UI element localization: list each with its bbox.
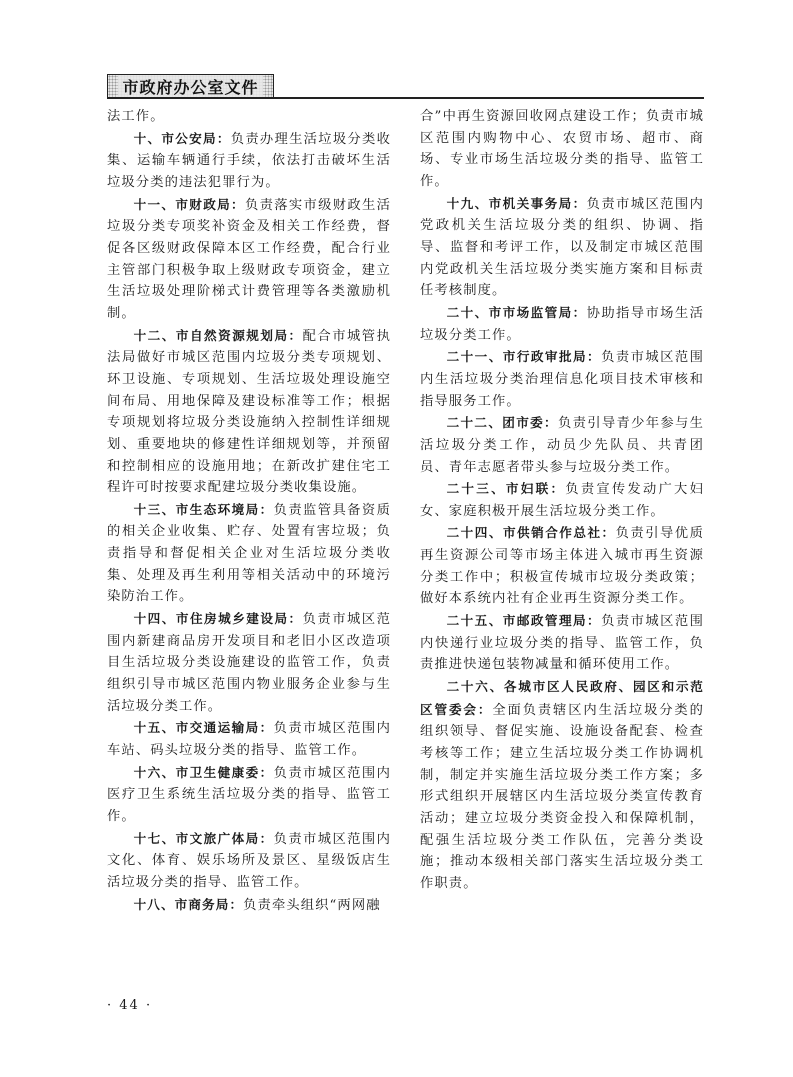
paragraph-text: 负责市城区范围内车站、码头垃圾分类的指导、监管工作。	[107, 721, 391, 759]
paragraph	[107, 608, 391, 717]
paragraph-text: 负责宣传发动广大妇女、家庭积极开展生活垃圾分类工作。	[420, 482, 704, 519]
paragraph-text: 协助指导市场生活垃圾分类工作。	[420, 305, 704, 343]
paragraph-lead: 二十二、团市委：	[446, 415, 558, 431]
paragraph	[420, 346, 704, 412]
paragraph-lead: 十二、市自然资源规划局：	[133, 327, 303, 343]
header-divider	[107, 97, 704, 99]
paragraph	[420, 522, 704, 610]
paragraph	[107, 499, 391, 608]
paragraph-lead: 十六、市卫生健康委：	[133, 764, 274, 780]
paragraph	[107, 194, 391, 325]
paragraph	[107, 894, 391, 917]
section-header-title: 市政府办公室文件	[118, 75, 262, 98]
paragraph-text: 负责监管具备资质的相关企业收集、贮存、处置有害垃圾；负责指导和督促相关企业对生活垃圾分类收集、处理及再生利用等相关活动中的环境污染防治工作。	[107, 502, 391, 605]
left-column	[107, 105, 391, 916]
paragraph-text: 负责市城区范围内快递行业垃圾分类的指导、监管工作，负责推进快递包装物减量和循环使用工作。	[420, 614, 704, 673]
paragraph	[107, 128, 391, 194]
paragraph-text: 负责引导优质再生资源公司等市场主体进入城市再生资源分类工作中；积极宣传城市垃圾分类政策；做好本系统内社有企业再生资源分类工作。	[420, 526, 704, 607]
paragraph-lead: 二十、市市场监管局：	[446, 304, 587, 320]
paragraph-lead: 十四、市住房城乡建设局：	[133, 611, 303, 627]
paragraph-lead: 十三、市生态环境局：	[133, 501, 274, 517]
paragraph-text: 负责引导青少年参与生活垃圾分类工作，动员少先队员、共青团员、青年志愿者带头参与垃圾分类工作。	[420, 416, 704, 475]
paragraph	[107, 762, 391, 828]
paragraph	[420, 302, 704, 346]
paragraph	[107, 105, 391, 128]
paragraph	[420, 676, 704, 895]
paragraph	[420, 610, 704, 676]
paragraph-text: 全面负责辖区内生活垃圾分类的组织领导、督促实施、设施设备配套、检查考核等工作；建立生活垃圾分类工作协调机制，制定并实施生活垃圾分类工作方案；多形式组织开展辖区内生活垃圾分类宣传教育活动；建立垃圾分类资金投入和保障机制，配强生活垃圾分类工作队伍，完善分类设施；推动本级相关部门落实生活垃圾分类工作职责。	[420, 702, 705, 891]
paragraph-text: 配合市城管执法局做好市城区范围内垃圾分类专项规划、环卫设施、专项规划、生活垃圾处理设施空间布局、用地保障及建设标准等工作；根据专项规划将垃圾分类设施纳入控制性详细规划、重要地块的修建性详细规划等，并预留和控制相应的设施用地；在新改扩建住宅工程许可时按要求配建垃圾分类收集设施。	[107, 328, 391, 496]
paragraph-lead: 十、市公安局：	[133, 130, 231, 146]
paragraph	[107, 828, 391, 894]
paragraph	[420, 193, 704, 302]
paragraph-text: 负责牵头组织“两网融	[243, 897, 381, 913]
paragraph-text: 负责市城区范围内党政机关生活垃圾分类的组织、协调、指导、监督和考评工作，以及制定市城区范围内党政机关生活垃圾分类实施方案和目标责任考核制度。	[420, 196, 704, 299]
paragraph	[420, 412, 704, 478]
paragraph-lead: 十八、市商务局：	[133, 896, 244, 912]
paragraph-lead: 十一、市财政局：	[133, 196, 245, 212]
paragraph-text: 负责市城区范围内新建商品房开发项目和老旧小区改造项目生活垃圾分类设施建设的监管工作，负责组织引导市城区范围内物业服务企业参与生活垃圾分类工作。	[107, 612, 391, 714]
section-header	[107, 74, 274, 98]
paragraph	[420, 478, 704, 522]
paragraph-text: 负责落实市级财政生活垃圾分类专项奖补资金及相关工作经费，督促各区级财政保障本区工作经费，配合行业主管部门积极争取上级财政专项资金，建立生活垃圾处理阶梯式计费管理等各类激励机制。	[107, 197, 391, 321]
paragraph-text: 负责市城区范围内文化、体育、娱乐场所及景区、星级饭店生活垃圾分类的指导、监管工作。	[107, 831, 391, 890]
paragraph-lead: 二十四、市供销合作总社：	[446, 525, 616, 541]
paragraph	[107, 717, 391, 761]
paragraph-lead: 十七、市文旅广体局：	[133, 830, 274, 846]
paragraph-text: 负责市城区范围内医疗卫生系统生活垃圾分类的指导、监管工作。	[107, 765, 391, 824]
page-number: · 44 ·	[107, 998, 153, 1013]
paragraph-lead: 二十一、市行政审批局：	[446, 349, 602, 365]
paragraph-lead: 二十五、市邮政管理局：	[446, 613, 602, 629]
paragraph-text: 法工作。	[107, 109, 165, 124]
paragraph-text: 负责市城区范围内生活垃圾分类治理信息化项目技术审核和指导服务工作。	[420, 350, 704, 409]
paragraph-lead: 十九、市机关事务局：	[446, 195, 587, 211]
paragraph-lead: 十五、市交通运输局：	[133, 720, 274, 736]
paragraph-lead: 二十三、市妇联：	[446, 481, 566, 497]
right-column	[420, 105, 704, 895]
paragraph	[107, 325, 391, 499]
paragraph-lead: 二十六、各城市区人民政府、园区和示范区管委会：	[420, 679, 704, 717]
paragraph	[420, 105, 704, 193]
paragraph-text: 合”中再生资源回收网点建设工作；负责市城区范围内购物中心、农贸市场、超市、商场、专业市场生活垃圾分类的指导、监管工作。	[420, 109, 704, 189]
paragraph-text: 负责办理生活垃圾分类收集、运输车辆通行手续，依法打击破坏生活垃圾分类的违法犯罪行为。	[107, 131, 391, 190]
